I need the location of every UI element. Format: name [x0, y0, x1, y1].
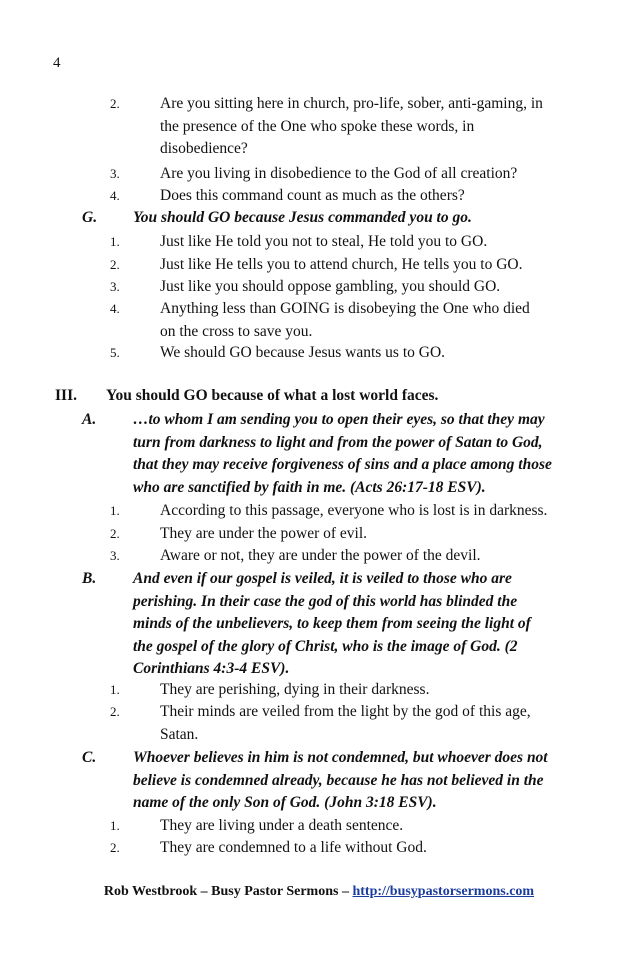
outline-text-line: on the cross to save you. — [160, 322, 313, 340]
outline-number: 3. — [110, 279, 120, 294]
outline-text-line: Satan. — [160, 725, 199, 743]
outline-text-line: who are sanctified by faith in me. (Acts 26:17-18 ESV). — [133, 478, 486, 496]
footer-link[interactable]: http://busypastorsermons.com — [352, 884, 535, 899]
outline-text-line: They are living under a death sentence. — [160, 817, 404, 834]
outline-text-line: They are condemned to a life without God. — [160, 839, 427, 856]
outline-number: C. — [82, 749, 97, 766]
outline-text-line: perishing. In their case the god of this world has blinded the — [133, 592, 518, 610]
outline-number: 1. — [110, 818, 120, 833]
outline-text-line: turn from darkness to light and from the power of Satan to God, — [133, 433, 543, 451]
outline-number: 1. — [110, 682, 120, 697]
outline-number: 2. — [110, 526, 120, 541]
outline-number: A. — [82, 411, 97, 428]
outline-text-line: Whoever believes in him is not condemned, but whoever does not — [133, 749, 548, 766]
outline-number: G. — [82, 209, 98, 226]
outline-number: 4. — [110, 188, 120, 203]
outline-text-line: name of the only Son of God. (John 3:18 ESV). — [133, 794, 437, 812]
outline-text-line: disobedience? — [160, 140, 248, 157]
outline-text-line: …to whom I am sending you to open their eyes, so that they may — [133, 411, 545, 428]
outline-text-line: minds of the unbelievers, to keep them from seeing the light of — [133, 615, 531, 633]
outline-text-line: the presence of the One who spoke these words, in — [160, 117, 475, 135]
outline-text-line: Corinthians 4:3-4 ESV). — [133, 660, 290, 678]
outline-text-line: Their minds are veiled from the light by the god of this age, — [160, 703, 531, 720]
outline-number: 2. — [110, 257, 120, 272]
outline-number: 5. — [110, 345, 120, 360]
outline-text-line: According to this passage, everyone who is lost is in darkness. — [160, 502, 548, 519]
outline-text-line: Are you living in disobedience to the God of all creation? — [160, 165, 518, 182]
outline-text-line: the gospel of the glory of Christ, who is the image of God. (2 — [133, 637, 518, 655]
outline-text-line: Just like He told you not to steal, He told you to GO. — [160, 233, 488, 250]
outline-number: 4. — [110, 301, 120, 316]
footer-credit: Rob Westbrook – Busy Pastor Sermons – — [103, 884, 353, 899]
outline-number: 3. — [110, 166, 120, 181]
page-number: 4 — [53, 55, 61, 71]
outline-number: 1. — [110, 234, 120, 249]
outline-text-line: They are under the power of evil. — [160, 525, 368, 542]
outline-text-line: You should GO because Jesus commanded you to go. — [133, 209, 472, 226]
outline-number: 2. — [110, 96, 120, 111]
outline-text-line: Are you sitting here in church, pro-life, sober, anti-gaming, in — [160, 95, 543, 112]
outline-number: 2. — [110, 704, 120, 719]
outline-text-line: Just like He tells you to attend church, He tells you to GO. — [160, 256, 523, 273]
outline-number: 3. — [110, 548, 120, 563]
outline-number: 2. — [110, 840, 120, 855]
footer — [0, 884, 638, 900]
outline-number: 1. — [110, 503, 120, 518]
outline-text-line: that they may receive forgiveness of sins and a place among those — [133, 456, 552, 474]
outline-text-line: They are perishing, dying in their darkness. — [160, 681, 430, 698]
outline-number: III. — [55, 387, 77, 404]
outline-text-line: Just like you should oppose gambling, you should GO. — [160, 278, 501, 295]
outline-text-line: You should GO because of what a lost world faces. — [106, 387, 439, 404]
outline-text-line: We should GO because Jesus wants us to GO. — [160, 344, 446, 361]
outline-text-line: Does this command count as much as the others? — [160, 187, 465, 204]
outline-text-line: Aware or not, they are under the power of the devil. — [160, 547, 481, 564]
outline-text-line: And even if our gospel is veiled, it is veiled to those who are — [133, 570, 512, 587]
outline-text-line: Anything less than GOING is disobeying the One who died — [160, 300, 530, 317]
outline-number: B. — [82, 570, 97, 587]
outline-text-line: believe is condemned already, because he has not believed in the — [133, 771, 544, 789]
